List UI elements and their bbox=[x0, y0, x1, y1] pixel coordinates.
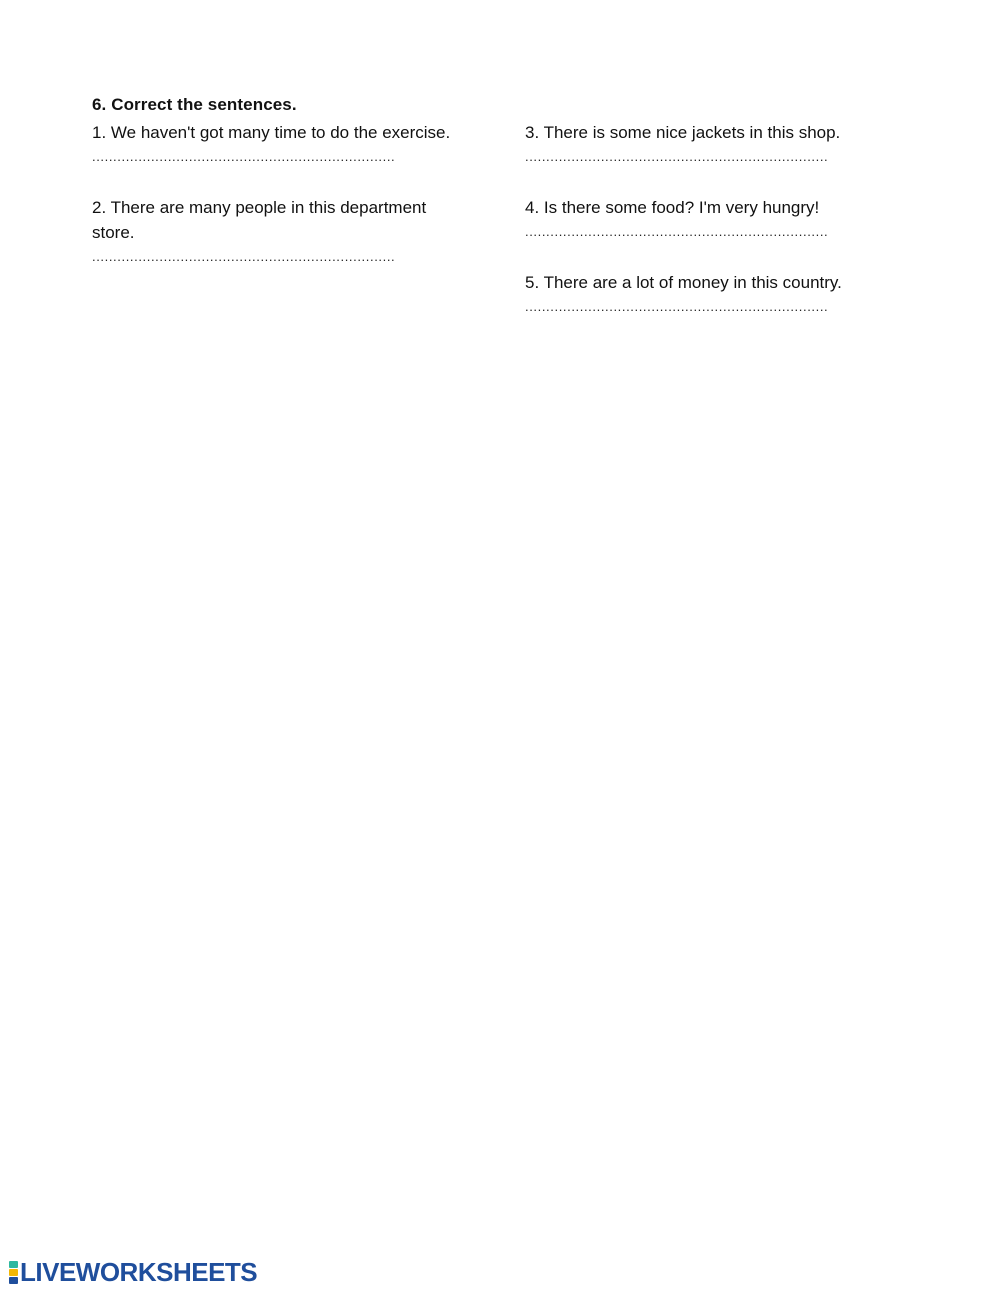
left-column bbox=[92, 120, 492, 269]
sentence-text: 3. There is some nice jackets in this shop. bbox=[525, 123, 841, 142]
logo-text: LIVEWORKSHEETS bbox=[20, 1257, 258, 1287]
logo-mark-block bbox=[9, 1261, 18, 1268]
logo-mark-icon bbox=[9, 1261, 18, 1284]
sentence-text: 2. There are many people in this department store. bbox=[92, 198, 427, 242]
answer-line[interactable]: ........................................................................ bbox=[525, 299, 829, 314]
exercise-item-1 bbox=[92, 120, 492, 169]
exercise-item-2 bbox=[92, 195, 492, 269]
answer-line[interactable]: ........................................................................ bbox=[525, 224, 829, 239]
exercise-item-4 bbox=[525, 195, 925, 244]
sentence-text: 1. We haven't got many time to do the exercise. bbox=[92, 123, 451, 142]
logo-mark-block bbox=[9, 1277, 18, 1284]
exercise-item-3 bbox=[525, 120, 925, 169]
logo-mark-block bbox=[9, 1269, 18, 1276]
sentence-text: 4. Is there some food? I'm very hungry! bbox=[525, 198, 820, 217]
exercise-heading: 6. Correct the sentences. bbox=[92, 95, 297, 114]
right-column bbox=[525, 120, 925, 319]
sentence-text: 5. There are a lot of money in this country. bbox=[525, 273, 842, 292]
exercise-item-5 bbox=[525, 270, 925, 319]
answer-line[interactable]: ........................................................................ bbox=[525, 149, 829, 164]
liveworksheets-logo bbox=[9, 1259, 257, 1285]
answer-line[interactable]: ........................................................................ bbox=[92, 249, 396, 264]
answer-line[interactable]: ........................................................................ bbox=[92, 149, 396, 164]
